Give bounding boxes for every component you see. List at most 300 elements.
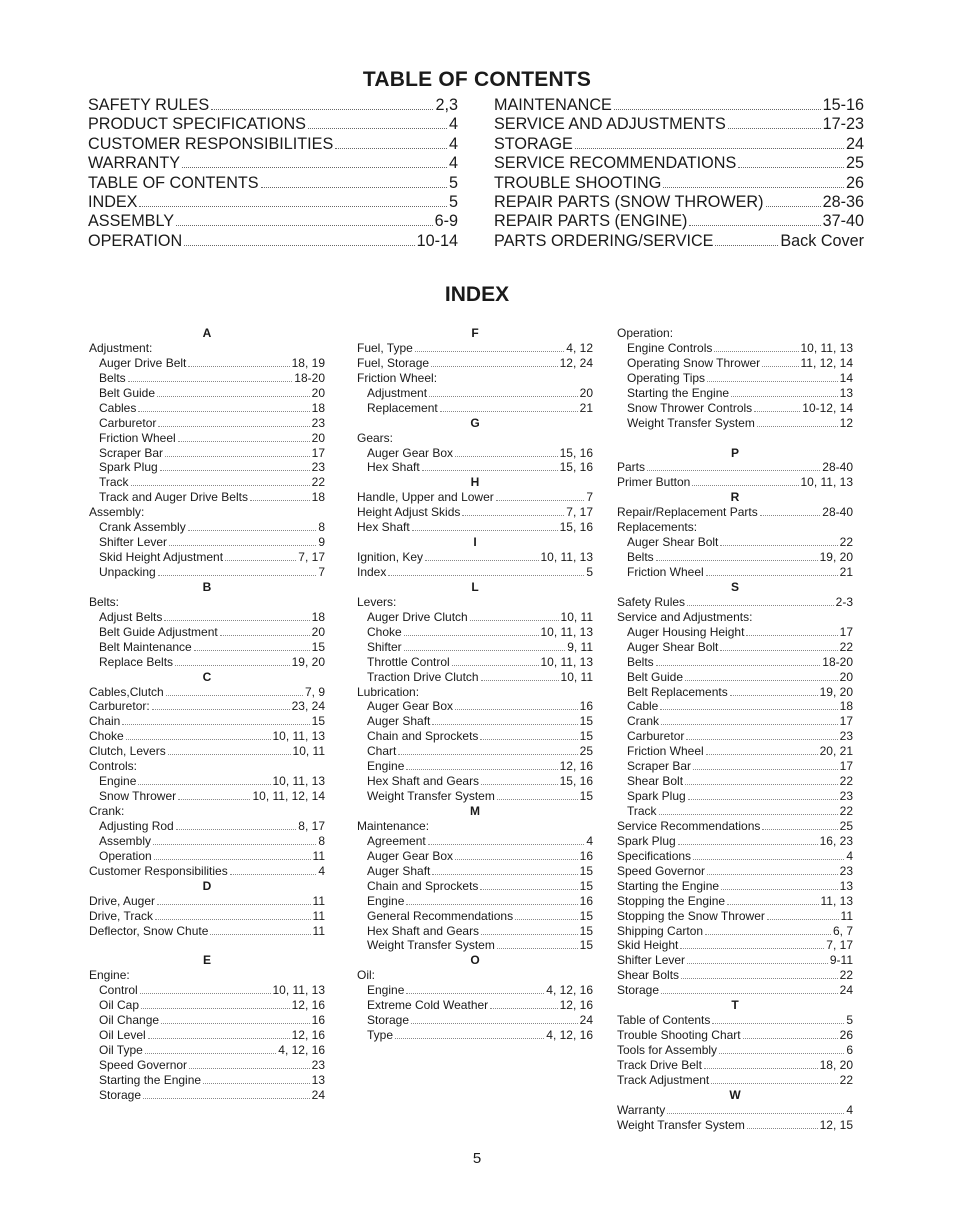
toc-entry-label: SERVICE AND ADJUSTMENTS	[494, 115, 726, 134]
index-subentry	[357, 983, 593, 998]
index-entry-label: Auger Drive Clutch	[367, 609, 468, 624]
dot-leader	[178, 441, 310, 442]
index-entry-label: Skid Height	[617, 938, 679, 953]
index-entry-label: Shipping Carton	[617, 923, 704, 938]
toc-entry-page: Back Cover	[780, 231, 864, 250]
index-entry-page: 18, 20	[819, 1057, 853, 1072]
index-letter-heading: F	[471, 326, 479, 340]
index-entry	[89, 909, 325, 924]
toc-entry	[88, 96, 458, 115]
dot-leader	[432, 874, 577, 875]
index-subentry	[357, 744, 593, 759]
index-entry-label: Auger Gear Box	[367, 445, 454, 460]
index-entry-page: 23	[311, 1057, 325, 1072]
index-entry-page: 25	[839, 818, 853, 833]
toc-entry-page: 4	[448, 134, 458, 153]
index-subentry	[89, 834, 325, 849]
dot-leader	[431, 366, 558, 367]
toc-entry-page: 24	[845, 134, 864, 153]
index-subentry	[617, 804, 853, 819]
index-entry-page: 19, 20	[819, 684, 853, 699]
dot-leader	[704, 1068, 818, 1069]
index-entry-label: Starting the Engine	[617, 878, 720, 893]
index-category	[357, 685, 593, 700]
index-entry-label: Handle, Upper and Lower	[357, 490, 494, 505]
dot-leader	[481, 784, 558, 785]
index-entry-page: 12, 15	[819, 1117, 853, 1132]
index-entry-label: Track	[99, 475, 129, 490]
toc-entry	[88, 115, 458, 134]
index-subentry	[357, 894, 593, 909]
toc-entry	[494, 174, 864, 193]
index-entry-page: 23	[839, 729, 853, 744]
index-subentry	[89, 550, 325, 565]
index-subentry	[89, 475, 325, 490]
toc-entry-page: 4	[448, 115, 458, 134]
index-letter-heading: R	[730, 490, 740, 505]
index-subentry	[357, 640, 593, 655]
dot-leader	[767, 919, 839, 920]
index-category-label: Assembly:	[89, 505, 145, 520]
index-subentry	[89, 1088, 325, 1103]
index-letter-heading: C	[202, 669, 212, 684]
index-entry	[89, 924, 325, 939]
index-letter-heading: A	[202, 326, 212, 340]
index-entry-page: 17	[839, 759, 853, 774]
dot-leader	[656, 560, 818, 561]
index-entry-page: 7, 9	[304, 684, 325, 699]
index-category	[89, 505, 325, 520]
index-subentry	[357, 938, 593, 953]
toc-entry	[494, 212, 864, 231]
index-entry-label: Track Drive Belt	[617, 1057, 702, 1072]
index-subentry	[89, 401, 325, 416]
index-entry-label: Trouble Shooting Chart	[617, 1028, 741, 1043]
index-entry-page: 20, 21	[819, 744, 853, 759]
index-entry-label: Traction Drive Clutch	[367, 669, 479, 684]
dot-leader	[225, 560, 296, 561]
index-entry-label: Adjustment	[367, 385, 428, 400]
index-entry	[89, 729, 325, 744]
dot-leader	[455, 859, 578, 860]
dot-leader	[169, 545, 316, 546]
dot-leader	[706, 575, 838, 576]
index-entry-page: 22	[839, 774, 853, 789]
index-entry	[357, 356, 593, 371]
dot-leader	[678, 844, 818, 845]
dot-leader	[176, 225, 433, 226]
index-entry-page: 20	[839, 669, 853, 684]
toc-entry-label: REPAIR PARTS (SNOW THROWER)	[494, 193, 764, 212]
toc-entry-label: SAFETY RULES	[88, 96, 210, 114]
index-subentry	[89, 640, 325, 655]
index-entry-page: 4	[846, 848, 853, 863]
toc-entry-page: 25	[845, 154, 864, 173]
index-entry	[617, 894, 853, 909]
index-entry-label: Ignition, Key	[357, 550, 424, 565]
index-category	[357, 968, 593, 983]
index-entry-label: Track	[627, 804, 657, 818]
dot-leader	[154, 859, 311, 860]
index-entry-page: 21	[579, 400, 593, 415]
index-entry-label: Hex Shaft	[357, 520, 410, 535]
index-entry-page: 10, 11, 13	[540, 624, 593, 639]
index-entry-label: Agreement	[367, 833, 426, 848]
index-entry-label: Speed Governor	[617, 863, 706, 878]
index-entry-page: 5	[586, 565, 593, 579]
dot-leader	[189, 1068, 310, 1069]
index-entry-label: Snow Thrower	[99, 789, 177, 804]
dot-leader	[693, 769, 838, 770]
index-column-3	[617, 326, 853, 1133]
index-entry-label: Chain	[89, 714, 121, 729]
index-entry-label: Storage	[367, 1013, 410, 1028]
index-entry-label: Spark Plug	[99, 460, 158, 475]
index-entry-page: 19, 20	[819, 550, 853, 565]
dot-leader	[126, 739, 271, 740]
index-entry-page: 18	[311, 400, 325, 415]
index-entry-label: Weight Transfer System	[367, 938, 495, 953]
dot-leader	[166, 695, 303, 696]
index-entry-label: Auger Housing Height	[627, 624, 745, 639]
index-entry-page: 15	[579, 923, 593, 938]
index-subentry	[89, 610, 325, 625]
dot-leader	[715, 245, 778, 246]
index-category-label: Service and Adjustments:	[617, 609, 753, 624]
index-entry-page: 20	[311, 430, 325, 445]
toc-entry-page: 2,3	[435, 96, 458, 114]
index-subentry	[357, 864, 593, 879]
index-entry-label: Scraper Bar	[99, 445, 164, 460]
index-entry-label: Friction Wheel	[99, 430, 176, 445]
toc-entry-label: MAINTENANCE	[494, 96, 612, 114]
dot-leader	[687, 605, 834, 606]
index-entry-page: 11, 12, 14	[800, 355, 853, 370]
index-entry-page: 4	[846, 1102, 853, 1117]
dot-leader	[728, 128, 821, 129]
index-subentry	[617, 670, 853, 685]
dot-leader	[152, 709, 290, 710]
index-entry-label: Primer Button	[617, 475, 691, 490]
index-entry-label: Extreme Cold Weather	[367, 998, 489, 1013]
dot-leader	[647, 470, 820, 471]
index-entry-label: Operation	[99, 848, 152, 863]
index-entry-label: Warranty	[617, 1102, 666, 1117]
index-entry-label: Fuel, Type	[357, 340, 413, 355]
toc-entry-page: 10-14	[416, 231, 458, 250]
dot-leader	[712, 1023, 844, 1024]
index-entry-label: Tools for Assembly	[617, 1043, 718, 1057]
index-entry-page: 18	[311, 609, 325, 624]
index-entry-page: 20	[311, 385, 325, 400]
index-entry-page: 10, 11, 13	[272, 774, 325, 789]
index-entry-label: Replace Belts	[99, 654, 174, 669]
index-entry	[617, 1103, 853, 1118]
toc-entry-label: REPAIR PARTS (ENGINE)	[494, 212, 688, 231]
index-category	[89, 804, 325, 819]
index-entry	[357, 490, 593, 505]
dot-leader	[727, 904, 818, 905]
index-entry-label: Weight Transfer System	[617, 1117, 745, 1132]
dot-leader	[335, 148, 447, 149]
dot-leader	[720, 650, 837, 651]
index-subentry	[357, 924, 593, 939]
index-subentry	[357, 879, 593, 894]
dot-leader	[188, 366, 289, 367]
index-entry-page: 8	[318, 833, 325, 848]
index-entry	[617, 864, 853, 879]
index-subentry	[617, 699, 853, 714]
index-entry-label: Speed Governor	[99, 1057, 188, 1072]
index-category-label: Gears:	[357, 430, 394, 445]
index-category	[357, 819, 593, 834]
index-entry-label: Belts	[627, 550, 654, 565]
index-entry	[617, 1013, 853, 1028]
dot-leader	[148, 1038, 290, 1039]
dot-leader	[250, 500, 310, 501]
dot-leader	[176, 829, 297, 830]
index-entry-label: Carburetor	[627, 729, 685, 744]
index-subentry	[357, 460, 593, 475]
toc-entry	[494, 193, 864, 212]
dot-leader	[693, 859, 844, 860]
index-letter-heading: H	[470, 475, 480, 490]
index-subentry	[617, 625, 853, 640]
dot-leader	[688, 799, 838, 800]
index-entry	[617, 879, 853, 894]
index-entry-page: 11	[312, 908, 325, 923]
dot-leader	[686, 739, 837, 740]
index-entry-label: Shear Bolts	[617, 968, 680, 983]
index-letter-heading: D	[202, 878, 212, 893]
index-entry-page: 24	[311, 1087, 325, 1102]
index-entry-page: 18	[839, 699, 853, 714]
index-entry-label: Engine	[367, 759, 405, 774]
index-entry	[357, 550, 593, 565]
index-entry-label: Scraper Bar	[627, 759, 692, 774]
index-entry-page: 22	[839, 804, 853, 818]
index-entry-page: 23	[839, 863, 853, 878]
index-entry-page: 11	[312, 848, 325, 863]
dot-leader	[707, 381, 838, 382]
index-subentry	[89, 655, 325, 670]
index-entry-label: Spark Plug	[617, 833, 676, 848]
toc-entry-page: 4	[448, 154, 458, 173]
index-subentry	[357, 655, 593, 670]
index-category	[89, 341, 325, 356]
index-entry	[617, 819, 853, 834]
index-entry-page: 4	[586, 833, 593, 848]
dot-leader	[747, 1128, 818, 1129]
index-subentry	[617, 386, 853, 401]
dot-leader	[452, 665, 539, 666]
index-letter-heading: P	[730, 445, 739, 460]
dot-leader	[760, 515, 821, 516]
index-category-label: Oil:	[357, 968, 375, 983]
index-entry-page: 13	[839, 385, 853, 400]
dot-leader	[168, 754, 291, 755]
index-entry-page: 23, 24	[291, 699, 325, 714]
dot-leader	[663, 187, 844, 188]
dot-leader	[415, 351, 564, 352]
dot-leader	[689, 225, 820, 226]
index-subentry	[89, 565, 325, 580]
index-entry-page: 20	[311, 624, 325, 639]
dot-leader	[440, 411, 578, 412]
index-subentry	[617, 401, 853, 416]
index-entry-page: 12, 16	[559, 998, 593, 1013]
index-entry-page: 7, 17	[566, 505, 593, 520]
page-number: 5	[472, 1150, 482, 1167]
index-entry-page: 15	[579, 878, 593, 893]
index-entry-page: 15	[579, 863, 593, 878]
index-subentry	[89, 819, 325, 834]
index-subentry	[89, 774, 325, 789]
index-entry-page: 26	[839, 1028, 853, 1043]
toc-entry-page: 15-16	[822, 96, 864, 114]
dot-leader	[731, 396, 838, 397]
index-entry-label: Adjusting Rod	[99, 818, 174, 833]
index-entry	[357, 520, 593, 535]
dot-leader	[685, 680, 838, 681]
index-subentry	[617, 714, 853, 729]
index-entry-label: Carburetor	[99, 415, 157, 430]
dot-leader	[680, 948, 824, 949]
index-entry	[89, 685, 325, 700]
index-entry	[617, 505, 853, 520]
dot-leader	[182, 167, 447, 168]
index-entry	[617, 1073, 853, 1088]
dot-leader	[762, 366, 798, 367]
dot-leader	[211, 109, 433, 110]
index-entry-page: 11	[312, 893, 325, 908]
toc-entry	[494, 96, 864, 115]
index-entry-label: Track and Auger Drive Belts	[99, 490, 248, 505]
dot-leader	[425, 560, 538, 561]
index-subentry	[617, 729, 853, 744]
dot-leader	[161, 1023, 310, 1024]
dot-leader	[406, 904, 577, 905]
index-subentry	[89, 416, 325, 431]
index-entry-label: Assembly	[99, 833, 152, 848]
index-entry	[617, 1028, 853, 1043]
index-entry-label: Engine	[367, 893, 405, 908]
toc-entry-label: CUSTOMER RESPONSIBILITIES	[88, 134, 334, 153]
index-entry	[617, 849, 853, 864]
index-entry-page: 15, 16	[559, 520, 593, 535]
dot-leader	[122, 724, 309, 725]
index-entry-page: 11	[840, 908, 853, 923]
index-entry-page: 7	[318, 565, 325, 579]
dot-leader	[687, 963, 828, 964]
index-subentry	[357, 670, 593, 685]
index-category	[357, 371, 593, 386]
dot-leader	[705, 934, 831, 935]
dot-leader	[188, 530, 317, 531]
index-category-label: Lubrication:	[357, 684, 420, 699]
index-entry-label: Oil Change	[99, 1013, 160, 1028]
dot-leader	[480, 739, 577, 740]
dot-leader	[422, 470, 558, 471]
dot-leader	[660, 709, 837, 710]
dot-leader	[139, 206, 447, 207]
index-entry-label: Oil Cap	[99, 998, 140, 1013]
index-letter-heading: O	[470, 953, 480, 968]
dot-leader	[743, 1038, 838, 1039]
dot-leader	[730, 695, 818, 696]
index-subentry	[89, 1028, 325, 1043]
index-entry-page: 10, 11, 12, 14	[252, 789, 325, 804]
index-subentry	[89, 998, 325, 1013]
toc-entry-page: 6-9	[434, 212, 458, 231]
index-entry	[89, 699, 325, 714]
dot-leader	[395, 1038, 544, 1039]
index-entry-page: 8	[318, 520, 325, 535]
dot-leader	[140, 993, 271, 994]
dot-leader	[404, 635, 539, 636]
index-subentry	[357, 386, 593, 401]
toc-entry-label: INDEX	[88, 193, 138, 212]
index-entry-label: Shifter Lever	[617, 953, 686, 968]
index-category-label: Engine:	[89, 968, 130, 983]
index-entry-label: Type	[367, 1028, 394, 1043]
index-subentry	[89, 490, 325, 505]
index-entry-label: Shifter Lever	[99, 535, 168, 550]
index-entry-page: 12, 16	[291, 998, 325, 1013]
index-entry-page: 10, 11, 13	[800, 475, 853, 490]
index-subentry	[89, 625, 325, 640]
index-subentry	[89, 849, 325, 864]
index-entry-page: 4	[318, 863, 325, 878]
index-entry	[617, 1043, 853, 1058]
index-entry-label: Chart	[367, 744, 397, 759]
dot-leader	[164, 620, 309, 621]
dot-leader	[455, 709, 578, 710]
index-entry-page: 17	[311, 445, 325, 460]
index-category	[617, 520, 853, 535]
index-entry-page: 7, 17	[826, 938, 853, 953]
dot-leader	[575, 148, 844, 149]
index-subentry	[89, 1043, 325, 1058]
index-entry-label: Hex Shaft and Gears	[367, 774, 480, 789]
toc-entry-label: OPERATION	[88, 231, 183, 250]
index-entry-label: Chain and Sprockets	[367, 878, 479, 893]
index-subentry	[357, 834, 593, 849]
index-entry	[89, 894, 325, 909]
index-subentry	[89, 1013, 325, 1028]
index-subentry	[617, 356, 853, 371]
index-entry	[617, 924, 853, 939]
index-entry-label: Deflector, Snow Chute	[89, 923, 209, 938]
dot-leader	[158, 575, 317, 576]
index-entry-page: 13	[311, 1072, 325, 1087]
index-category	[89, 759, 325, 774]
dot-leader	[661, 724, 838, 725]
dot-leader	[490, 1008, 557, 1009]
index-entry-page: 23	[311, 460, 325, 475]
index-entry-page: 10, 11, 13	[540, 550, 593, 565]
dot-leader	[470, 620, 559, 621]
dot-leader	[481, 934, 578, 935]
dot-leader	[203, 1083, 310, 1084]
index-subentry	[617, 640, 853, 655]
dot-leader	[462, 515, 564, 516]
index-entry-page: 10, 11	[560, 609, 593, 624]
dot-leader	[128, 381, 293, 382]
index-entry-page: 16	[579, 848, 593, 863]
toc-entry-page: 37-40	[822, 212, 864, 231]
index-subentry	[357, 729, 593, 744]
